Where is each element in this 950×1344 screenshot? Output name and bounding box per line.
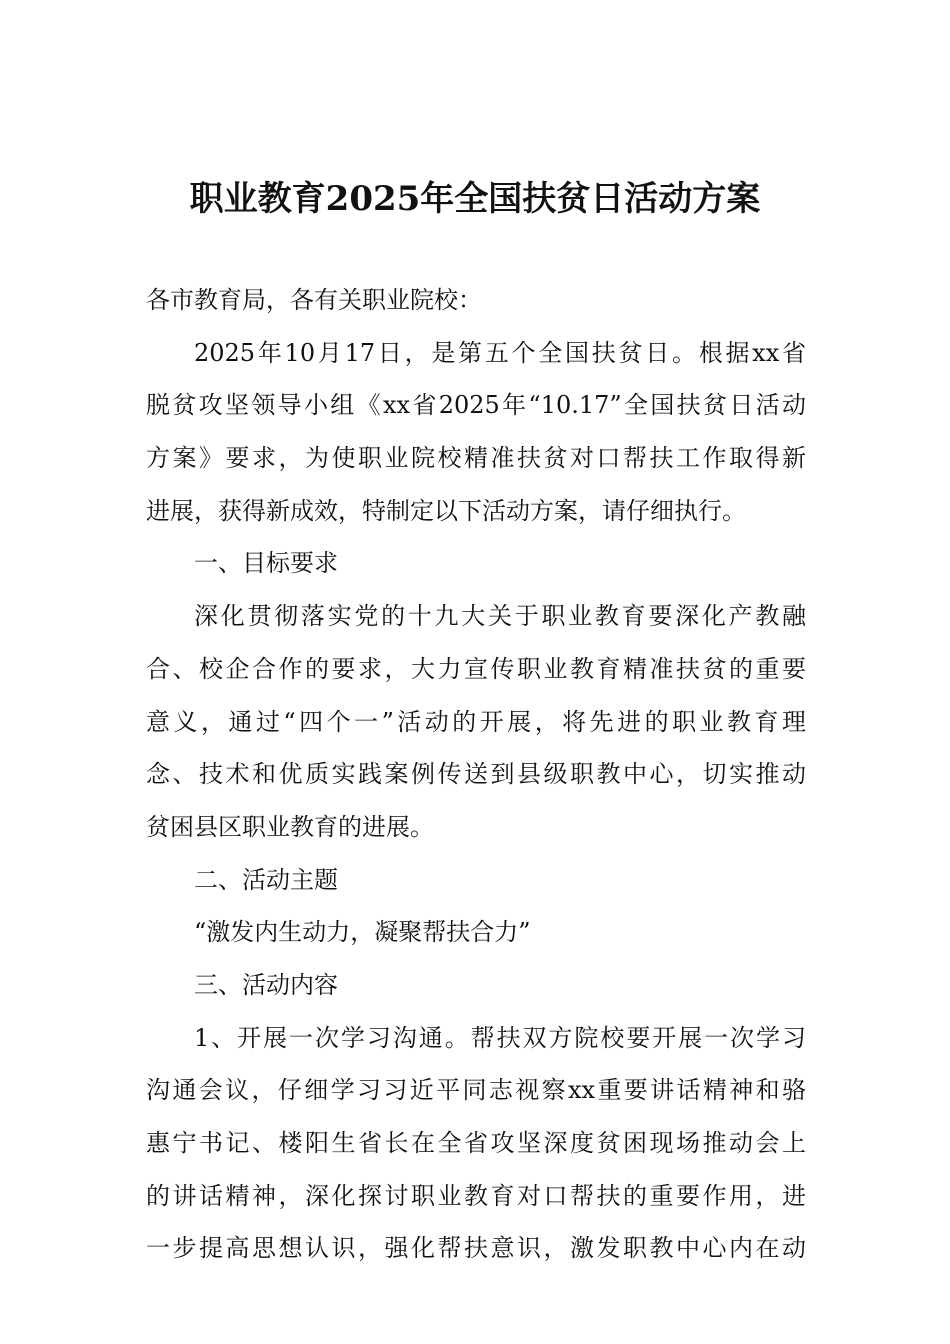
paragraph-line: 1、开展一次学习沟通。帮扶双方院校要开展一次学习 — [194, 1023, 806, 1052]
paragraph-line: 合、校企合作的要求，大力宣传职业教育精准扶贫的重要 — [146, 654, 806, 683]
salutation-line: 各市教育局，各有关职业院校： — [146, 286, 482, 314]
paragraph-line: 意义，通过“四个一”活动的开展，将先进的职业教育理 — [146, 707, 806, 736]
paragraph-line: 惠宁书记、楼阳生省长在全省攻坚深度贫困现场推动会上 — [146, 1129, 806, 1157]
section-heading: 二、活动主题 — [194, 865, 338, 894]
paragraph-line: 沟通会议，仔细学习习近平同志视察xx重要讲话精神和骆 — [146, 1076, 806, 1105]
paragraph-line: 深化贯彻落实党的十九大关于职业教育要深化产教融 — [194, 602, 806, 631]
section-heading: 三、活动内容 — [194, 970, 338, 999]
paragraph-line: 方案》要求，为使职业院校精准扶贫对口帮扶工作取得新 — [146, 444, 806, 473]
document-body — [146, 274, 806, 1275]
paragraph-line: 进展，获得新成效，特制定以下活动方案，请仔细执行。 — [146, 496, 746, 525]
paragraph-line: 念、技术和优质实践案例传送到县级职教中心，切实推动 — [146, 760, 806, 789]
document-title: 职业教育2025年全国扶贫日活动方案 — [189, 179, 761, 219]
paragraph-line: 脱贫攻坚领导小组《xx省2025年“10.17”全国扶贫日活动 — [146, 391, 806, 420]
paragraph-line: 贫困县区职业教育的进展。 — [146, 812, 434, 841]
paragraph-line: 一步提高思想认识，强化帮扶意识，激发职教中心内在动 — [146, 1234, 806, 1263]
paragraph-line: 的讲话精神，深化探讨职业教育对口帮扶的重要作用，进 — [146, 1181, 806, 1210]
section-heading: 一、目标要求 — [194, 549, 338, 578]
paragraph-line: 2025年10月17日，是第五个全国扶贫日。根据xx省 — [194, 338, 806, 367]
theme-slogan: “激发内生动力，凝聚帮扶合力” — [194, 918, 531, 947]
